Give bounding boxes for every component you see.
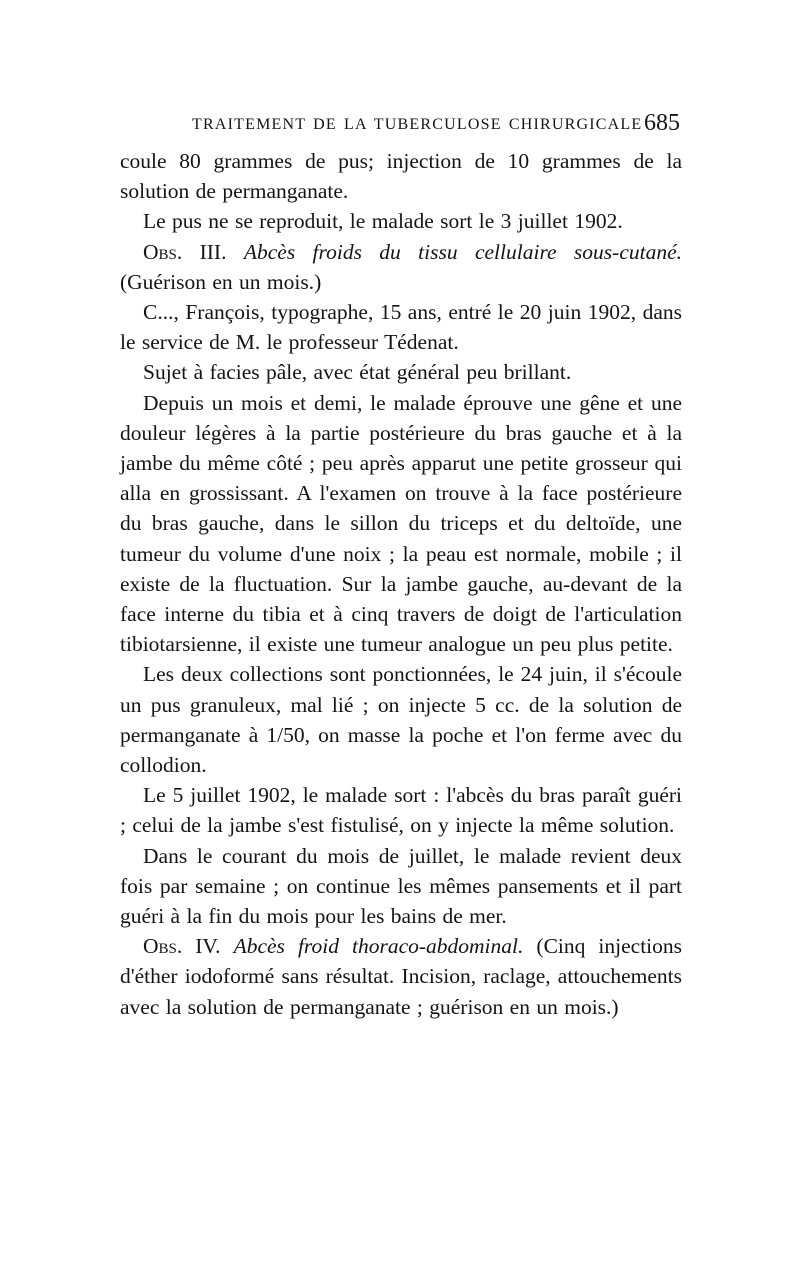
paragraph-discharge: Le pus ne se reproduit, le malade sort le 3 juillet 1902. xyxy=(143,209,623,234)
paragraph-outcome: Le 5 juillet 1902, le malade sort : l'abcès du bras paraît guéri ; celui de la jambe s'est fistulisé, on y injecte la même solution. xyxy=(120,783,682,838)
running-title: TRAITEMENT DE LA TUBERCULOSE CHIRURGICALE xyxy=(192,116,643,133)
observation-summary: (Guérison en un mois.) xyxy=(120,269,322,294)
paragraph-patient: C..., François, typographe, 15 ans, entré le 20 juin 1902, dans le service de M. le professeur Tédenat. xyxy=(120,300,682,355)
paragraph-followup: Dans le courant du mois de juillet, le malade revient deux fois par semaine ; on continue les mêmes pansements et il part guéri à la fin du mois pour les bains de mer. xyxy=(120,843,682,929)
observation-label: Obs. IV. xyxy=(143,934,221,959)
running-header xyxy=(120,108,682,144)
paragraph-subject: Sujet à facies pâle, avec état général peu brillant. xyxy=(143,360,572,385)
observation-title: Abcès froid thoraco-abdominal. xyxy=(233,934,524,959)
paragraph-history: Depuis un mois et demi, le malade éprouve une gêne et une douleur légères à la partie postérieure du bras gauche et à la jambe du même côté ; peu après apparut une petite grosseur qui alla en grossissant. A l'examen on trouve à la face postérieure du bras gauche, dans le sillon du triceps et du deltoïde, une tumeur du volume d'une noix ; la peau est normale, mobile ; il existe de la fluctuation. Sur la jambe gauche, au-devant de la face interne du tibia et à cinq travers de doigt de l'articulation tibiotarsienne, il existe une tumeur analogue un peu plus petite. xyxy=(120,390,682,657)
body-text xyxy=(120,146,682,1022)
observation-heading-4 xyxy=(120,931,682,1022)
page-number: 685 xyxy=(644,110,680,136)
paragraph-continuation: coule 80 grammes de pus; injection de 10 grammes de la solution de permanganate. xyxy=(120,149,682,204)
observation-summary: (Cinq injections d'éther iodoformé sans résultat. Incision, raclage, attouchements avec la solution de permanganate ; guérison en un mois.) xyxy=(120,934,683,1019)
observation-heading-3 xyxy=(120,237,682,297)
observation-title: Abcès froids du tissu cellulaire sous-cutané. xyxy=(243,239,683,264)
observation-label: Obs. III. xyxy=(143,239,227,264)
paragraph-treatment: Les deux collections sont ponctionnées, le 24 juin, il s'écoule un pus granuleux, mal lié ; on injecte 5 cc. de la solution de permanganate à 1/50, on masse la poche et l'on ferme avec du collodion. xyxy=(120,662,682,778)
